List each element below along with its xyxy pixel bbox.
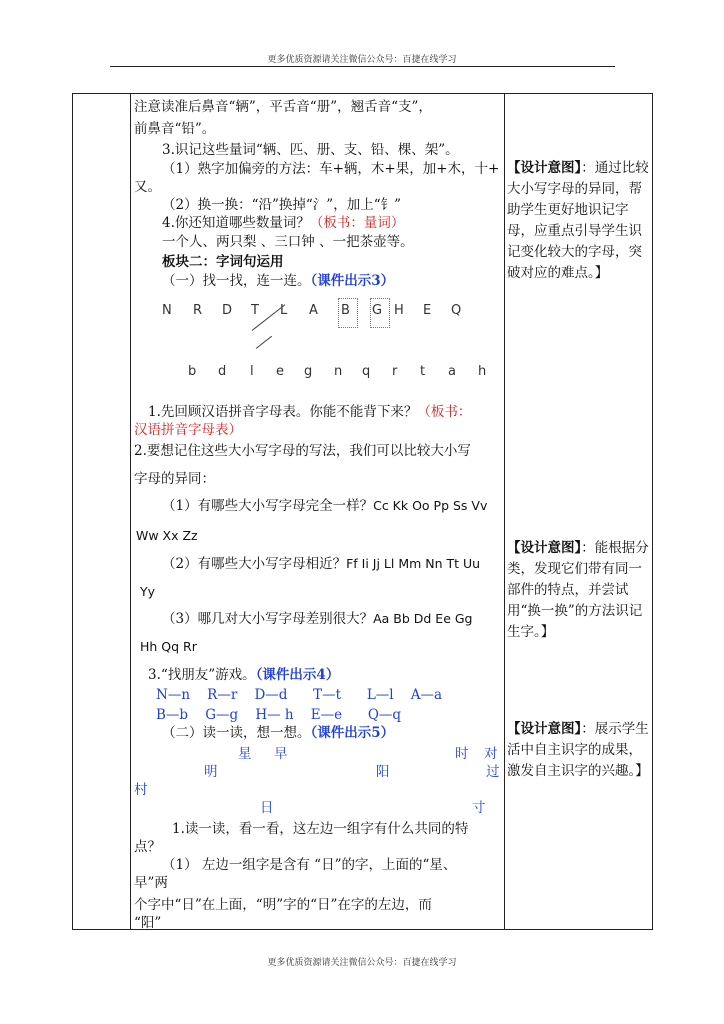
text-line: 3.识记这些量词“辆、匹、册、支、铅、棵、架”。	[162, 142, 459, 158]
text-line	[162, 497, 487, 515]
question-text: 1.先回顾汉语拼音字母表。你能不能背下来？	[148, 404, 418, 420]
character: 星	[238, 746, 252, 762]
character: 日	[260, 800, 274, 816]
text-line: “阳”	[134, 915, 162, 931]
question-text: （3）哪几对大小写字母差别很大？	[162, 611, 374, 627]
lowercase-letter: h	[478, 364, 487, 379]
courseware-note: （课件出示4）	[255, 667, 340, 683]
text-line: 2.要想记住这些大小写字母的写法，我们可以比较大小写	[134, 443, 471, 459]
text-line	[162, 555, 480, 573]
table-column-divider-left	[130, 93, 131, 930]
activity-text: 3.“找朋友”游戏。	[148, 667, 256, 683]
lowercase-letter: t	[420, 364, 426, 379]
text-line: 字母的异同：	[134, 471, 215, 487]
capital-letter: A	[309, 303, 318, 318]
text-line: 又。	[134, 179, 161, 195]
table-column-divider-right	[504, 93, 505, 930]
text-line	[162, 272, 394, 290]
note-label: 【设计意图】	[507, 160, 582, 176]
design-intent-note	[507, 719, 650, 782]
capital-letter: D	[222, 303, 233, 318]
text-line: 早”两	[134, 875, 168, 891]
lowercase-letter: g	[304, 364, 313, 379]
character: 明	[204, 764, 218, 780]
text-line: 1.读一读，看一看，这左边一组字有什么共同的特	[172, 821, 469, 837]
text-line: 注意读准后鼻音“辆”，平舌音“册”，翘舌音“支”，	[134, 99, 432, 115]
letter-pairs: Aa Bb Dd Ee Gg	[373, 611, 473, 626]
design-intent-note	[507, 158, 650, 284]
capital-letter: R	[193, 303, 203, 318]
character: 村	[134, 782, 148, 798]
text-line: 个字中“日”在上面，“明”字的“日”在字的左边，而	[134, 897, 432, 913]
lowercase-letter: a	[448, 364, 456, 379]
text-line: 点？	[134, 839, 161, 855]
capital-letter: E	[423, 303, 432, 318]
character: 时	[455, 746, 469, 762]
page-footer: 更多优质资源请关注微信公众号：百捷在线学习	[267, 958, 457, 968]
text-line: （1）熟字加偏旁的方法：车+辆，木+果，加+木，十+	[162, 161, 500, 177]
blackboard-note: （板书：量词）	[309, 215, 405, 231]
letter-pairs: Ff Ii Jj Ll Mm Nn Tt Uu	[346, 556, 481, 571]
lowercase-letter: b	[188, 364, 197, 379]
character: 对	[484, 746, 498, 762]
letter-pairs: Hh Qq Rr	[140, 639, 197, 654]
page-header: 更多优质资源请关注微信公众号：百捷在线学习	[267, 55, 457, 65]
capital-letter: T	[251, 303, 259, 318]
text-line	[162, 610, 472, 628]
blackboard-note: （板书：	[417, 404, 472, 420]
text-line	[148, 666, 339, 684]
text-line	[148, 403, 471, 421]
activity-text: （二）读一读，想一想。	[162, 725, 311, 741]
design-intent-note	[507, 538, 650, 643]
note-text: ：展示学生活中自主识字的成果，激发自主识字的兴趣。】	[507, 721, 649, 779]
text-line: （1） 左边一组字是含有 “日”的字，上面的“星、	[162, 857, 457, 873]
text-line	[162, 214, 404, 232]
letter-pairs-row: B—b G—g H— h E—e Q—q	[156, 707, 402, 723]
courseware-note: （课件出示3）	[310, 273, 395, 289]
character: 过	[486, 764, 500, 780]
section-heading: 板块二：字词句运用	[162, 254, 284, 270]
note-label: 【设计意图】	[507, 540, 582, 556]
capital-letter: Q	[451, 303, 462, 318]
blackboard-note: 汉语拼音字母表）	[134, 422, 242, 438]
capital-letter: G	[372, 303, 383, 318]
letter-pairs: Ww Xx Zz	[136, 528, 198, 543]
lowercase-letter: d	[218, 364, 227, 379]
question-text: 4.你还知道哪些数量词？	[162, 215, 310, 231]
capital-letter: L	[280, 303, 288, 318]
header-rule	[110, 66, 615, 67]
letter-pairs: Yy	[140, 584, 156, 599]
lowercase-letter: n	[334, 364, 343, 379]
letter-pairs-row: N—n R—r D—d T—t L—l A—a	[156, 687, 443, 703]
character: 寸	[472, 800, 486, 816]
lowercase-letter: r	[392, 364, 398, 379]
courseware-note: （课件出示5）	[310, 725, 395, 741]
lowercase-letter: l	[250, 364, 254, 379]
capital-letter: B	[341, 303, 350, 318]
text-line: 前鼻音“铅”。	[134, 121, 216, 137]
text-line: 一个人、两只梨 、三口钟 、一把茶壶等。	[162, 234, 414, 250]
letter-pairs: Cc Kk Oo Pp Ss Vv	[373, 498, 488, 513]
lowercase-letter: e	[276, 364, 284, 379]
capital-letter: N	[162, 303, 172, 318]
lowercase-letter: q	[362, 364, 371, 379]
note-text: ：通过比较大小写字母的异同，帮助学生更好地识记字母，应重点引导学生识记变化较大的字母，突破对应的难点。】	[507, 160, 649, 281]
question-text: （1）有哪些大小写字母完全一样？	[162, 498, 374, 514]
activity-text: （一）找一找，连一连。	[162, 273, 311, 289]
text-line	[162, 724, 394, 742]
character: 阳	[376, 764, 390, 780]
capital-letter: H	[394, 303, 404, 318]
character: 早	[274, 746, 288, 762]
note-label: 【设计意图】	[507, 721, 582, 737]
text-line: （2）换一换：“沿”换掉“氵”，加上“钅”	[162, 197, 401, 213]
question-text: （2）有哪些大小写字母相近？	[162, 556, 347, 572]
note-text: ：能根据分类，发现它们带有同一部件的特点，并尝试用“换一换”的方法识记生字。】	[507, 540, 649, 640]
